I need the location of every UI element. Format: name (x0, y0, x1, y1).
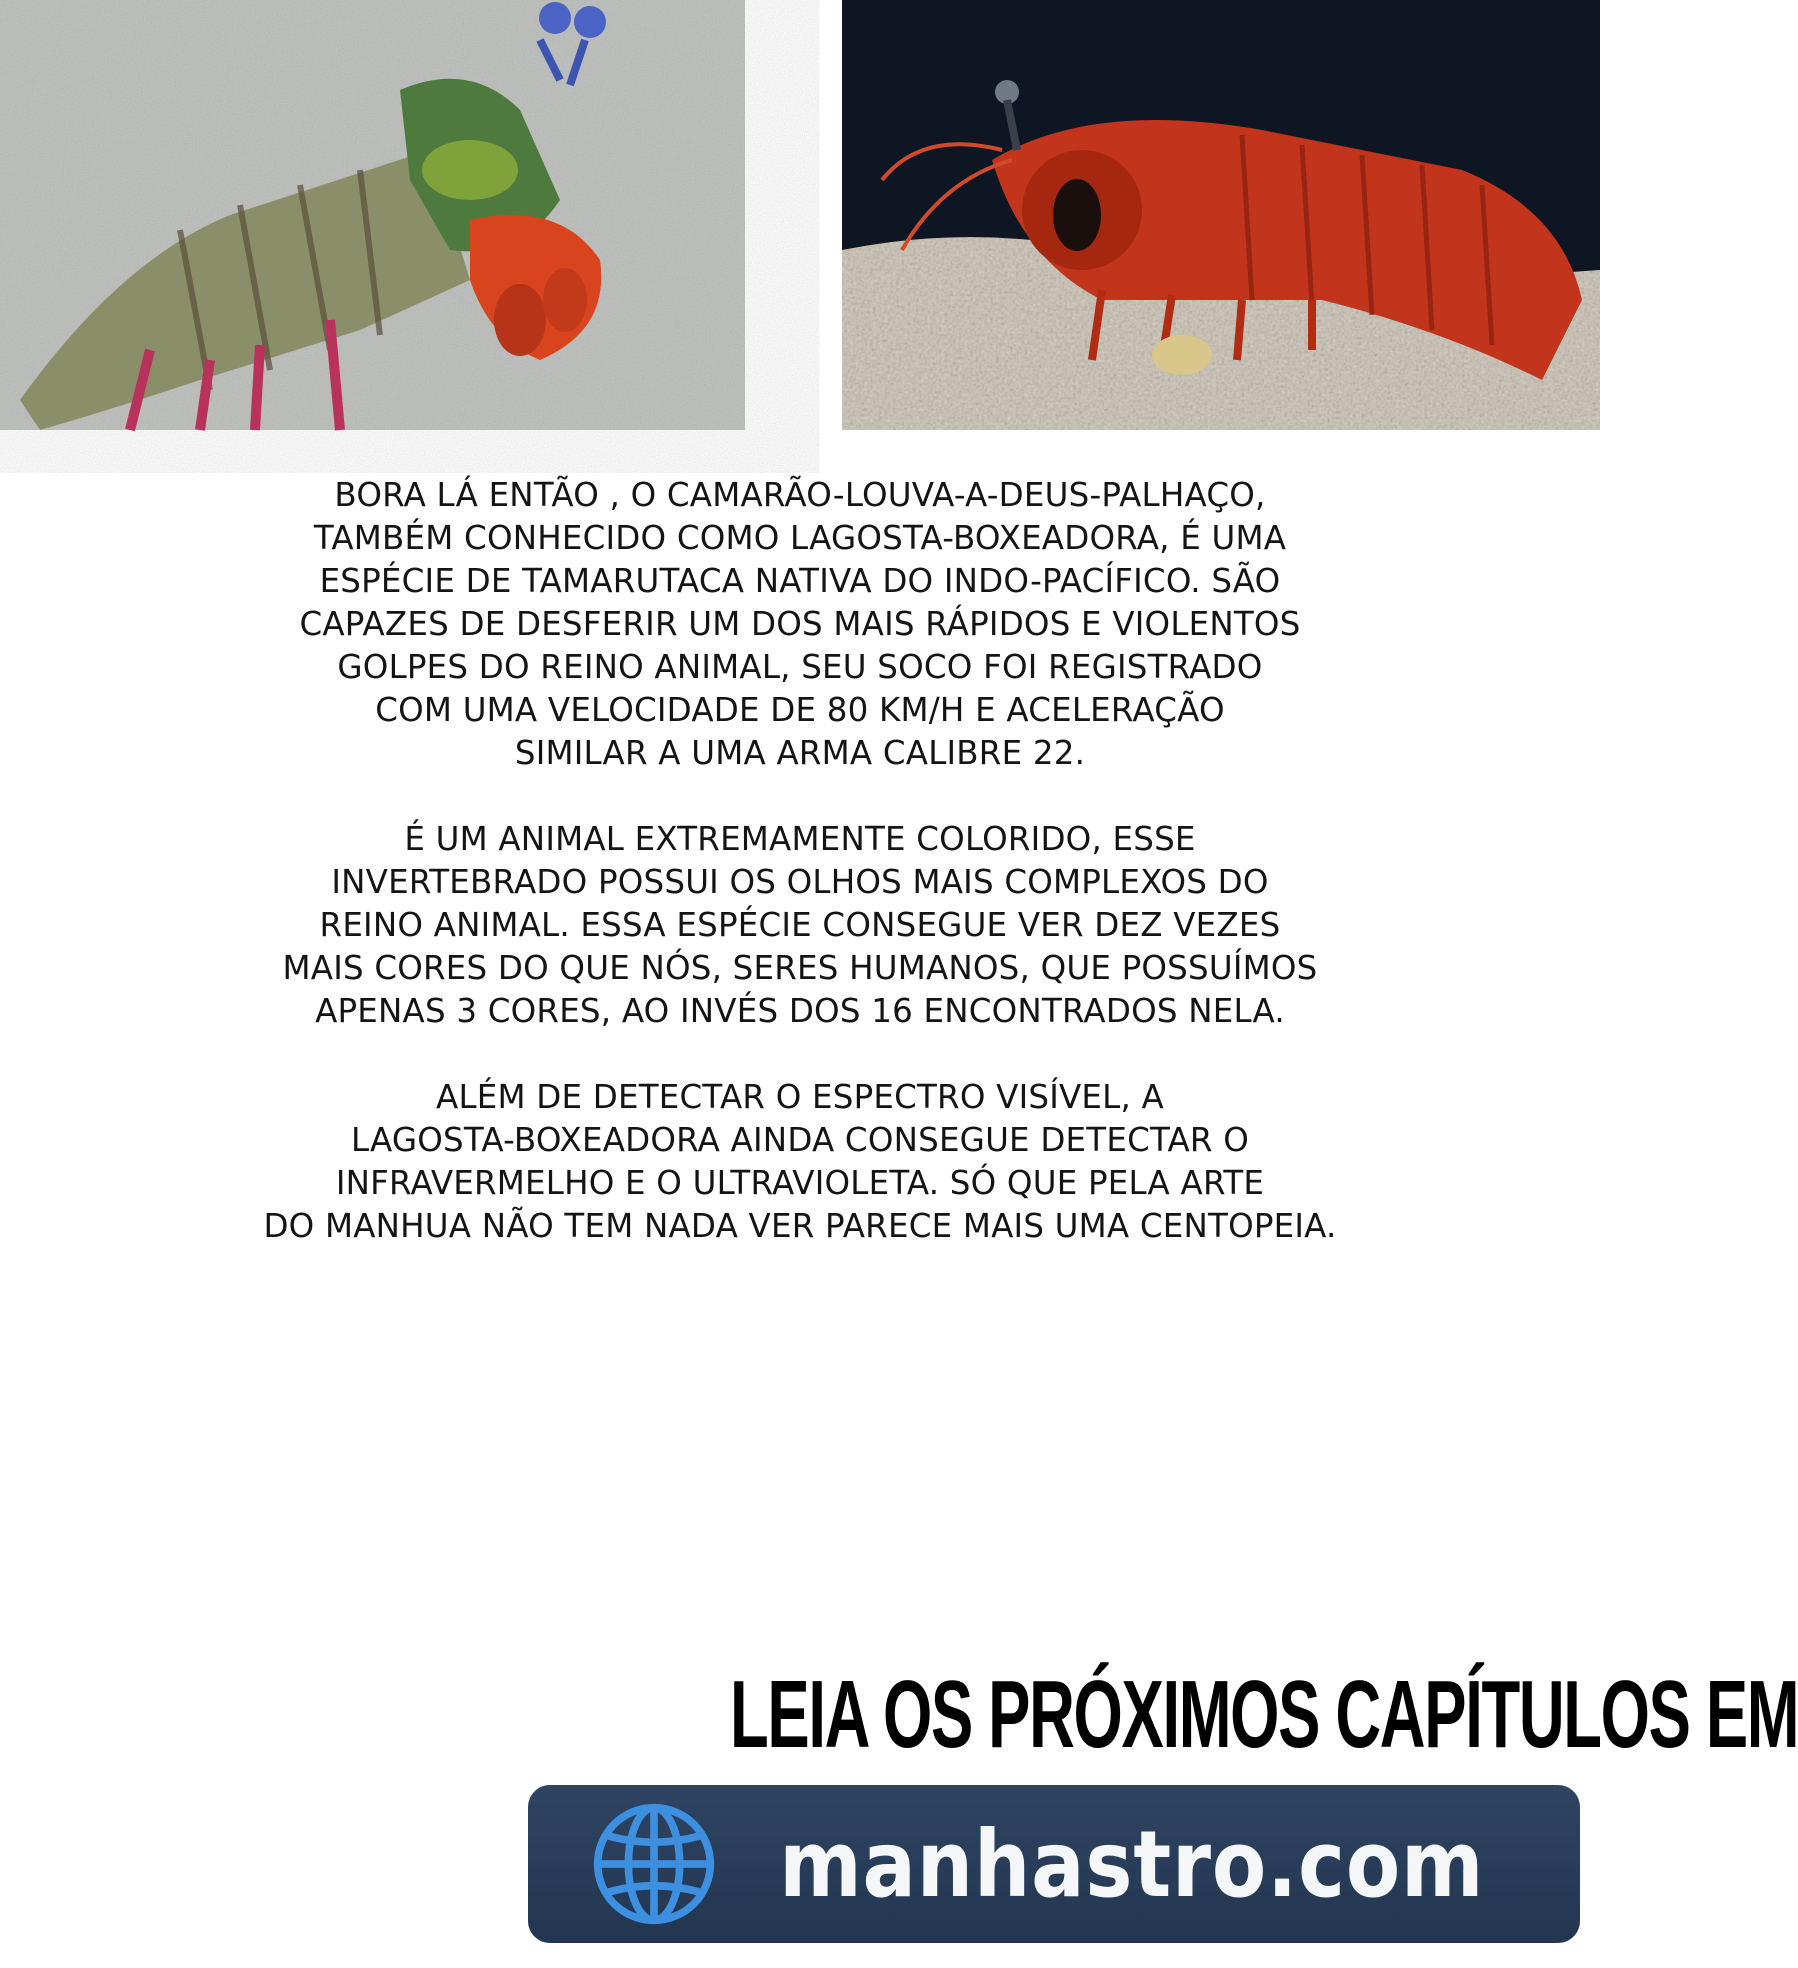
promo-title: LEIA OS PRÓXIMOS CAPÍTULOS EM (730, 1661, 1798, 1768)
article-paragraph-1: BORA LÁ ENTÃO , O CAMARÃO-LOUVA-A-DEUS-PALHAÇO, TAMBÉM CONHECIDO COMO LAGOSTA-BOXEADORA, É UMA ESPÉCIE DE TAMARUTACA NATIVA DO INDO-PACÍFICO. SÃO CAPAZES DE DESFERIR UM DOS MAIS RÁPIDOS E VIOLENTOS GOLPES DO REINO ANIMAL, SEU SOCO FOI REGISTRADO COM UMA VELOCIDADE DE 80 KM/H E ACELERAÇÃO SIMILAR A UMA ARMA CALIBRE 22. (299, 476, 1301, 772)
site-banner[interactable] (528, 1785, 1580, 1943)
article-text (180, 474, 1420, 1248)
mantis-shrimp-photo-right (842, 0, 1600, 430)
mantis-shrimp-photo-left (0, 0, 745, 430)
site-url[interactable]: manhastro.com (779, 1810, 1485, 1918)
globe-icon (590, 1800, 718, 1928)
article-paragraph-3: ALÉM DE DETECTAR O ESPECTRO VISÍVEL, A LAGOSTA-BOXEADORA AINDA CONSEGUE DETECTAR O INFRAVERMELHO E O ULTRAVIOLETA. SÓ QUE PELA ARTE DO MANHUA NÃO TEM NADA VER PARECE MAIS UMA CENTOPEIA. (263, 1078, 1337, 1245)
article-paragraph-2: É UM ANIMAL EXTREMAMENTE COLORIDO, ESSE INVERTEBRADO POSSUI OS OLHOS MAIS COMPLEXOS DO REINO ANIMAL. ESSA ESPÉCIE CONSEGUE VER DEZ VEZES MAIS CORES DO QUE NÓS, SERES HUMANOS, QUE POSSUÍMOS APENAS 3 CORES, AO INVÉS DOS 16 ENCONTRADOS NELA. (282, 820, 1318, 1030)
